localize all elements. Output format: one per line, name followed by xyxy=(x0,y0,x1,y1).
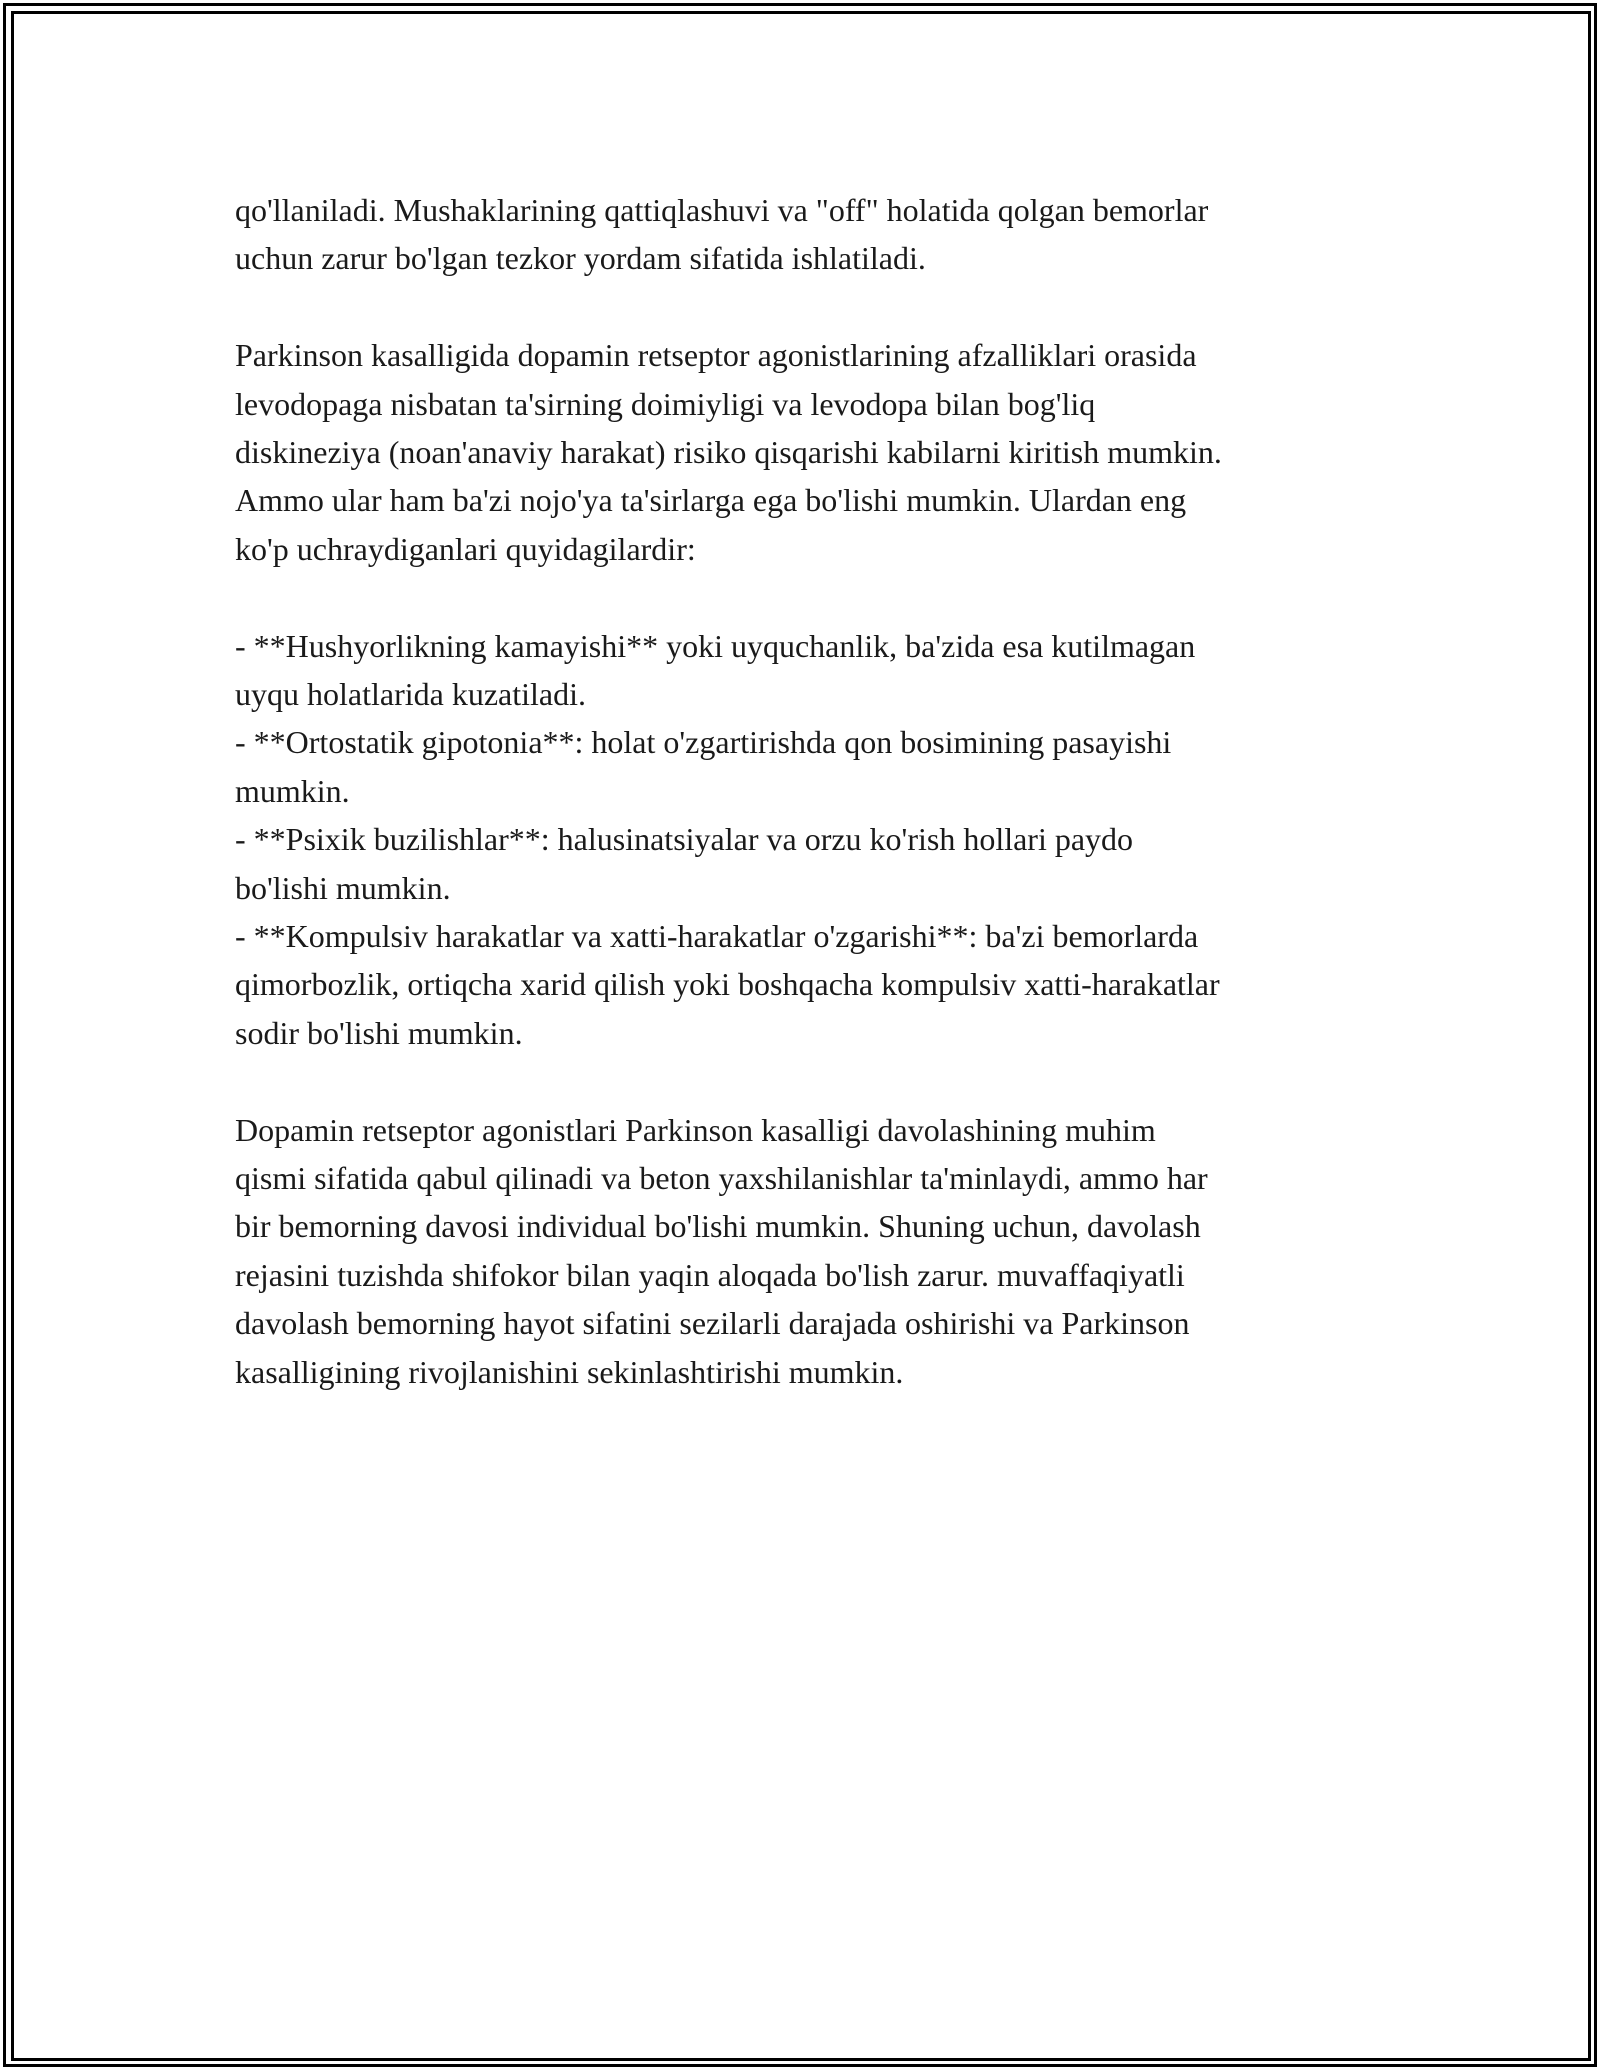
side-effects-list: - **Hushyorlikning kamayishi** yoki uyquchanlik, ba'zida esa kutilmagan uyqu holatlarida kuzatiladi. - **Ortostatik gipotonia**: holat o'zgartirishda qon bosimining pasayishi mumkin. - **Psixik buzilishlar**: halusinatsiyalar va orzu ko'rish hollari paydo bo'lishi mumkin. - **Kompulsiv harakatlar va xatti-harakatlar o'zgarishi**: ba'zi bemorlarda qimorbozlik, ortiqcha xarid qilish yoki boshqacha kompulsiv xatti-harakatlar sodir bo'lishi mumkin. xyxy=(235,627,1220,1051)
paragraph-advantages: Parkinson kasalligida dopamin retseptor agonistlarining afzalliklari orasida levodopaga nisbatan ta'sirning doimiyligi va levodopa bilan bog'liq diskineziya (noan'anaviy harakat) risiko qisqarishi kabilarni kiritish mumkin. Ammo ular ham ba'zi nojo'ya ta'sirlarga ega bo'lishi mumkin. Ulardan eng ko'p uchraydiganlari quyidagilardir: xyxy=(235,337,1222,567)
paragraph-spacer xyxy=(235,1057,1375,1105)
paragraph-intro: qo'llaniladi. Mushaklarining qattiqlashuvi va "off" holatida qolgan bemorlar uchun zarur bo'lgan tezkor yordam sifatida ishlatiladi. xyxy=(235,192,1209,277)
paragraph-spacer xyxy=(235,573,1375,621)
paragraph-spacer xyxy=(235,283,1375,331)
document-body xyxy=(235,186,1375,1396)
paragraph-conclusion: Dopamin retseptor agonistlari Parkinson kasalligi davolashining muhim qismi sifatida qabul qilinadi va beton yaxshilanishlar ta'minlaydi, ammo har bir bemorning davosi individual bo'lishi mumkin. Shuning uchun, davolash rejasini tuzishda shifokor bilan yaqin aloqada bo'lish zarur. muvaffaqiyatli davolash bemorning hayot sifatini sezilarli darajada oshirishi va Parkinson kasalligining rivojlanishini sekinlashtirishi mumkin. xyxy=(235,1111,1208,1390)
